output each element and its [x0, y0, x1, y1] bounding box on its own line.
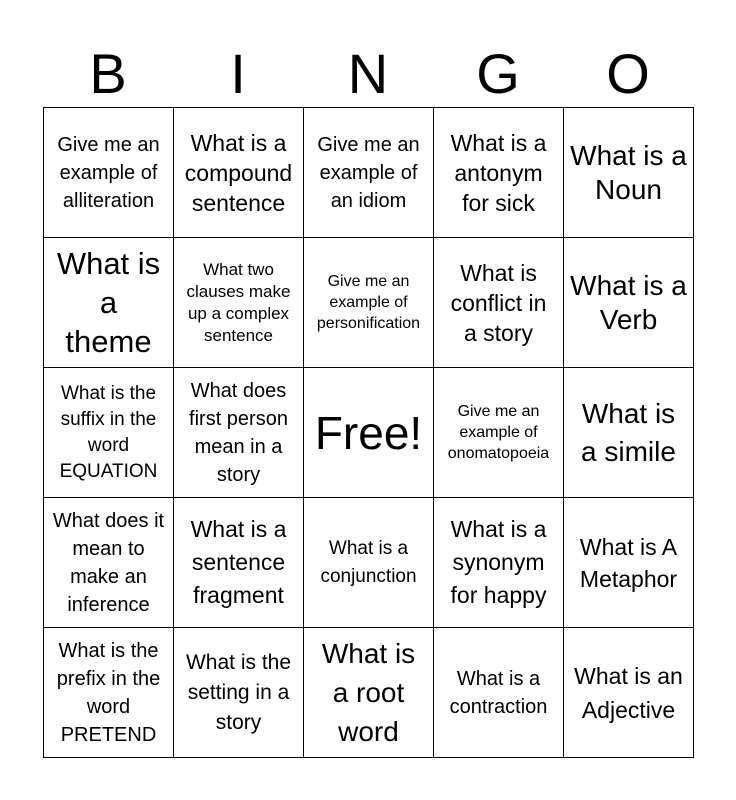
bingo-cell[interactable] — [174, 108, 304, 238]
cell-text: What is conflict in a story — [450, 259, 547, 346]
cell-text: What is a conjunction — [320, 537, 417, 587]
bingo-header — [43, 40, 693, 108]
bingo-cell[interactable] — [304, 498, 434, 628]
bingo-cell[interactable] — [304, 238, 434, 368]
bingo-cell[interactable] — [304, 108, 434, 238]
bingo-cell[interactable] — [174, 628, 304, 758]
bingo-cell[interactable] — [434, 368, 564, 498]
cell-text: Give me an example of alliteration — [57, 133, 160, 212]
bingo-cell[interactable] — [44, 628, 174, 758]
bingo-cell[interactable] — [564, 498, 694, 628]
cell-text: What is the prefix in the word PRETEND — [56, 639, 161, 746]
bingo-cell[interactable] — [44, 368, 174, 498]
bingo-cell[interactable] — [44, 238, 174, 368]
cell-text: What is the setting in a story — [185, 650, 292, 734]
cell-text: What is A Metaphor — [579, 533, 678, 592]
cell-text: What is a compound sentence — [184, 129, 293, 216]
bingo-cell[interactable] — [564, 628, 694, 758]
bingo-cell[interactable] — [564, 368, 694, 498]
cell-text: What is a simile — [581, 397, 676, 467]
bingo-cell[interactable] — [174, 238, 304, 368]
bingo-cell[interactable] — [564, 108, 694, 238]
cell-text: Give me an example of an idiom — [317, 133, 420, 212]
cell-text: What is the suffix in the word EQUATION — [59, 382, 158, 482]
cell-text: What is a sentence fragment — [190, 516, 287, 608]
bingo-cell[interactable] — [564, 238, 694, 368]
cell-text: What two clauses make up a complex sentence — [186, 259, 291, 345]
bingo-cell[interactable] — [304, 628, 434, 758]
cell-text: What is a theme — [56, 246, 161, 359]
bingo-cell[interactable] — [174, 368, 304, 498]
header-letter-o: O — [606, 42, 650, 105]
bingo-cell[interactable] — [434, 108, 564, 238]
cell-text: What is a Verb — [570, 269, 687, 335]
cell-text: What is a Noun — [570, 139, 687, 205]
header-letter-i: I — [230, 42, 246, 105]
cell-text: What is a antonym for sick — [450, 129, 547, 216]
cell-text: Give me an example of personification — [316, 273, 421, 332]
bingo-cell[interactable] — [44, 108, 174, 238]
bingo-cell[interactable] — [304, 368, 434, 498]
bingo-cell[interactable] — [174, 498, 304, 628]
cell-text: Give me an example of onomatopoeia — [447, 403, 550, 462]
bingo-cell[interactable] — [434, 498, 564, 628]
cell-text: What is an Adjective — [574, 662, 683, 723]
cell-text: What is a root word — [321, 638, 416, 747]
header-letter-g: G — [476, 42, 520, 105]
free-space-label: Free! — [314, 406, 423, 459]
header-letter-n: N — [347, 42, 389, 105]
header-letter-b: B — [89, 42, 127, 105]
cell-text: What is a synonym for happy — [450, 516, 547, 608]
cell-text: What is a contraction — [449, 667, 548, 718]
bingo-cell[interactable] — [434, 238, 564, 368]
bingo-board — [43, 107, 694, 758]
cell-text: What does it mean to make an inference — [52, 509, 165, 616]
bingo-cell[interactable] — [44, 498, 174, 628]
bingo-cell[interactable] — [434, 628, 564, 758]
cell-text: What does first person mean in a story — [189, 379, 288, 486]
